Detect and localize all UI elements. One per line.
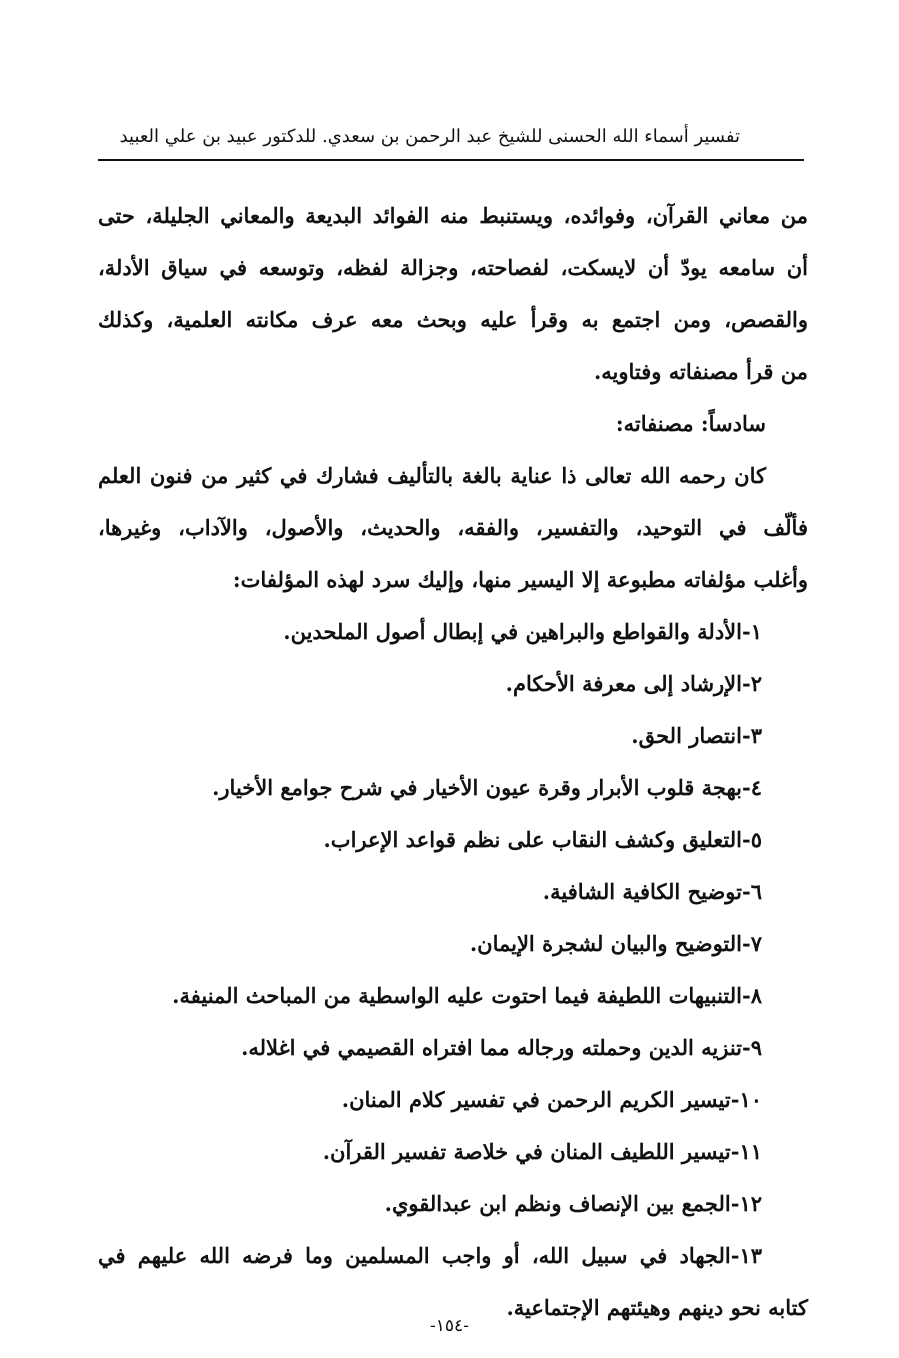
list-item: ١٠-تيسير الكريم الرحمن في تفسير كلام المنان. (341, 1087, 762, 1112)
paragraph-line: من قرأ مصنفاته وفتاويه. (593, 359, 808, 384)
list-item: ١-الأدلة والقواطع والبراهين في إبطال أصول الملحدين. (283, 619, 762, 644)
list-item: ٢-الإرشاد إلى معرفة الأحكام. (505, 671, 762, 696)
list-item: ١٣-الجهاد في سبيل الله، أو واجب المسلمين وما فرضه الله عليهم في (98, 1243, 762, 1268)
paragraph-line: كان رحمه الله تعالى ذا عناية بالغة بالتأليف فشارك في كثير من فنون العلم (98, 463, 766, 488)
header-rule (98, 159, 804, 161)
list-item: ٥-التعليق وكشف النقاب على نظم قواعد الإعراب. (323, 827, 762, 852)
list-item: ٨-التنبيهات اللطيفة فيما احتوت عليه الواسطية من المباحث المنيفة. (172, 983, 762, 1008)
list-item: ٣-انتصار الحق. (631, 723, 762, 748)
list-item: ١١-تيسير اللطيف المنان في خلاصة تفسير القرآن. (322, 1139, 762, 1164)
list-item: ٧-التوضيح والبيان لشجرة الإيمان. (469, 931, 762, 956)
list-item: ٤-بهجة قلوب الأبرار وقرة عيون الأخيار في شرح جوامع الأخيار. (212, 775, 762, 800)
page-number: -١٥٤- (430, 1316, 469, 1336)
paragraph-line: وأغلب مؤلفاته مطبوعة إلا اليسير منها، وإليك سرد لهذه المؤلفات: (232, 567, 808, 592)
paragraph-line: من معاني القرآن، وفوائده، ويستنبط منه الفوائد البديعة والمعاني الجليلة، حتى (98, 203, 808, 228)
paragraph-line: أن سامعه يودّ أن لايسكت، لفصاحته، وجزالة لفظه، وتوسعه في سياق الأدلة، (98, 255, 808, 280)
list-item: ٩-تنزيه الدين وحملته ورجاله مما افتراه القصيمي في اغلاله. (241, 1035, 762, 1060)
section-heading: سادساً: مصنفاته: (615, 411, 766, 436)
paragraph-line: فألّف في التوحيد، والتفسير، والفقه، والحديث، والأصول، والآداب، وغيرها، (98, 515, 808, 540)
body-text (98, 190, 808, 1334)
list-item: ٦-توضيح الكافية الشافية. (542, 879, 762, 904)
list-item: ١٢-الجمع بين الإنصاف ونظم ابن عبدالقوي. (384, 1191, 762, 1216)
paragraph-line: والقصص، ومن اجتمع به وقرأ عليه وبحث معه عرف مكانته العلمية، وكذلك (98, 307, 808, 332)
list-item-continuation: كتابه نحو دينهم وهيئتهم الإجتماعية. (506, 1295, 808, 1320)
running-header: تفسير أسماء الله الحسنى للشيخ عبد الرحمن بن سعدي. للدكتور عبيد بن علي العبيد (119, 126, 740, 147)
